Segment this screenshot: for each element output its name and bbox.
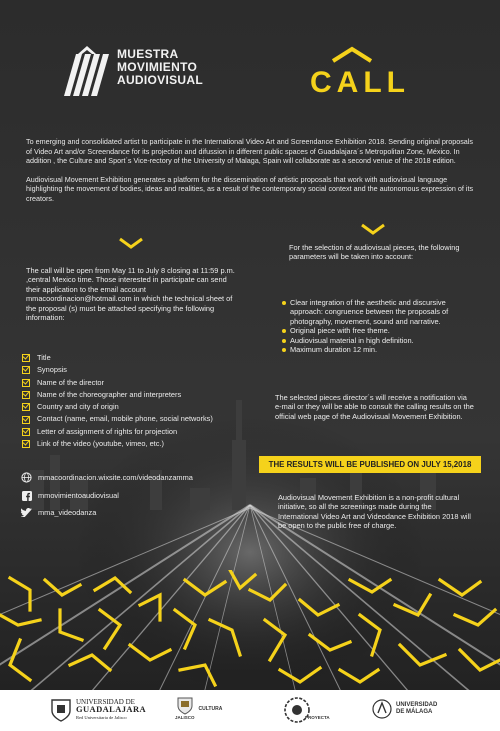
list-item: Maximum duration 12 min. [282, 345, 472, 354]
selection-intro: For the selection of audiovisual pieces, the following parameters will be taken into account: [289, 243, 460, 262]
muestra-logo-icon [64, 46, 110, 96]
facebook-link[interactable]: mmovimientoaudiovisual [21, 490, 119, 501]
brand-line-3: AUDIOVISUAL [117, 73, 203, 87]
list-item: Letter of assignment of rights for projection [22, 426, 252, 438]
sponsors-footer [0, 690, 500, 731]
udg-line-3: Red Universitaria de Jalisco [76, 714, 127, 720]
checkbox-icon [22, 428, 30, 436]
list-item: Title [22, 352, 252, 364]
list-item: Synopsis [22, 364, 252, 376]
website-link[interactable]: mmacoordinacion.wixsite.com/videodanzamma [21, 472, 193, 483]
list-item: Country and city of origin [22, 401, 252, 413]
twitter-link[interactable]: mma_videodanza [21, 507, 96, 518]
intro-text [26, 137, 476, 213]
checkbox-icon [22, 379, 30, 387]
checkbox-icon [22, 440, 30, 448]
intro-paragraph-2: Audiovisual Movement Exhibition generates a platform for the dissemination of artistic proposals that work with audiovisual language highlighting the movement of bodies, ideas and realities, as a result of the contemporary social context and the autonomous expression of its creators. [26, 174, 474, 203]
chevron-down-icon [118, 236, 144, 250]
uma-line-1: UNIVERSIDAD [396, 702, 438, 708]
udg-line-1: UNIVERSIDAD DE [76, 697, 135, 706]
list-item: Name of the director [22, 377, 252, 389]
udg-line-2: GUADALAJARA [76, 704, 147, 715]
jalisco-shield-icon [176, 697, 194, 715]
list-item: Name of the choreographer and interpreters [22, 389, 252, 401]
notification-text: The selected pieces director´s will receive a notification via e-mail or they will be able to consult the calling results on the official web page of the Audiovisual Movement Exhibition. [275, 393, 474, 421]
list-item: Contact (name, email, mobile phone, social networks) [22, 413, 252, 425]
list-item: Audiovisual material in high definition. [282, 336, 472, 345]
facebook-icon [21, 490, 32, 501]
proyecta-circle-icon [283, 696, 311, 724]
checkbox-icon [22, 366, 30, 374]
parameters-list [282, 298, 472, 354]
list-item: Link of the video (youtube, vimeo, etc.) [22, 438, 252, 450]
results-banner: THE RESULTS WILL BE PUBLISHED ON JULY 15,2018 [259, 456, 481, 473]
proyecta-label: PROYECTA [305, 714, 330, 720]
brand-line-1: MUESTRA [117, 47, 179, 61]
udg-seal-icon [50, 698, 72, 722]
cultura-label: CULTURA [198, 705, 223, 712]
call-title: CALL [310, 66, 410, 99]
brand-line-2: MOVIMIENTO [117, 60, 198, 74]
jalisco-label: JALISCO [175, 715, 195, 720]
uma-logo [372, 698, 437, 720]
udg-logo [50, 698, 146, 722]
checkbox-icon [22, 391, 30, 399]
chevron-down-icon [360, 222, 386, 236]
chevron-up-icon [330, 45, 374, 63]
intro-paragraph-1: To emerging and consolidated artist to participate in the International Video Art and Screendance Exhibition 2018. Sending original proposals of Video Art and/or Screendance for its projection and difussion in different public spaces of Guadalajara´s Metropolitan Zone, México. In addition , the Culture and Sport´s Vice-rectory of the University of Malaga, Spain will collaborate as a second venue of the 2018 edition. [26, 137, 473, 166]
list-item: Original piece with free theme. [282, 326, 472, 335]
checkbox-icon [22, 403, 30, 411]
proyecta-logo [283, 696, 330, 724]
uma-line-2: DE MÁLAGA [396, 709, 433, 715]
checkbox-icon [22, 354, 30, 362]
call-dates-text: The call will be open from May 11 to July 8 closing at 11:59 p.m. ,central Mexico time. Those interested in participate can send their application to the email account mmacoordinacion@hotmail.com in which the technical sheet of the proposal (s) must be attached specifying the following information: [26, 266, 235, 323]
uma-seal-icon [372, 698, 392, 720]
nonprofit-text: Audiovisual Movement Exhibition is a non-profit cultural initiative, so all the screenings made during the International Video Art and Videodance Exhibition 2018 will be open to the public free of charge. [278, 493, 471, 531]
globe-icon [21, 472, 32, 483]
brand-wordmark [117, 48, 203, 87]
list-item: Clear integration of the aesthetic and discursive approach: congruence between the proposals of photography, movement, sound and narrative. [282, 298, 472, 326]
jalisco-cultura-logo [175, 697, 222, 720]
yellow-geometric-pattern [0, 570, 500, 690]
twitter-icon [21, 507, 32, 518]
requirements-list [22, 352, 252, 450]
checkbox-icon [22, 416, 30, 424]
